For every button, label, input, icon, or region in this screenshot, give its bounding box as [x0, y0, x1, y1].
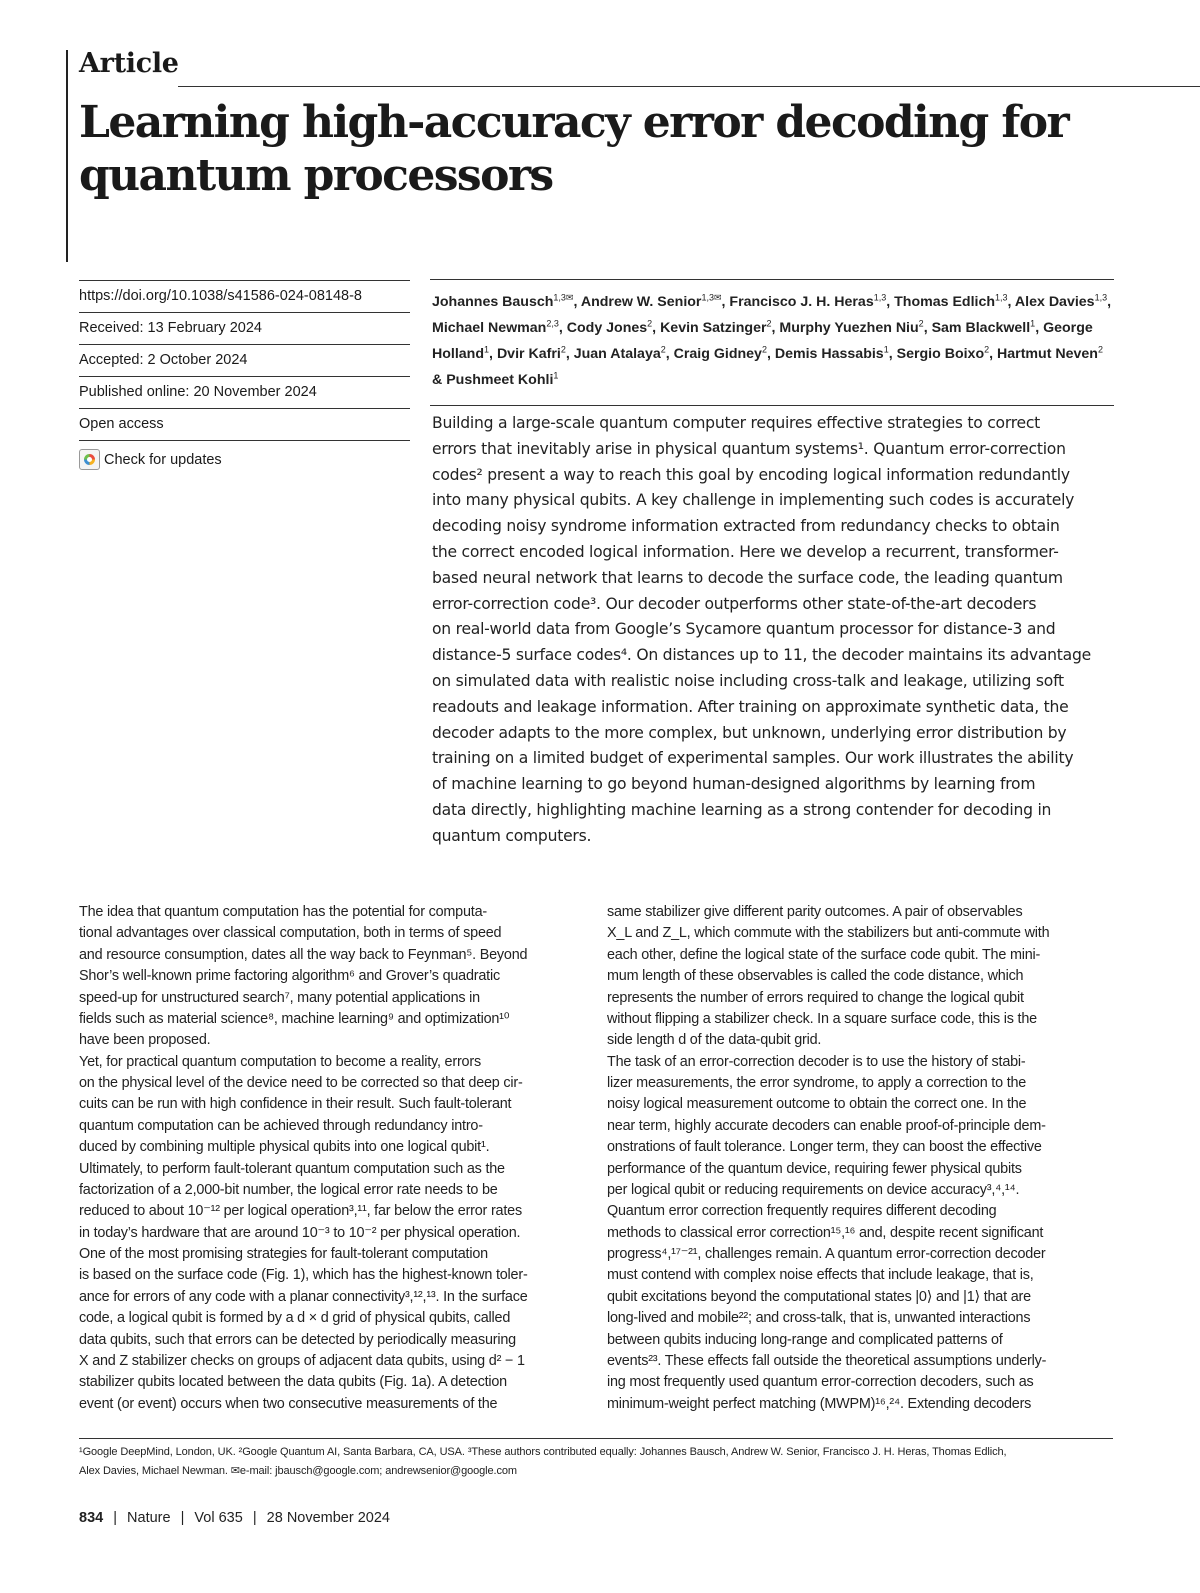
title-line: Learning high-accuracy error decoding for: [79, 97, 1069, 148]
abstract-line: decoding noisy syndrome information extracted from redundancy checks to obtain: [432, 517, 1060, 536]
body-text-line: event (or event) occurs when two consecutive measurements of the: [79, 1395, 498, 1412]
author-name: Johannes Bausch: [432, 293, 554, 310]
footer-separator: |: [252, 1510, 257, 1526]
abstract-line: the correct encoded logical information. Here we develop a recurrent, transformer-: [432, 542, 1059, 561]
author-separator: ,: [766, 345, 775, 362]
body-text-line: on the physical level of the device need to be corrected so that deep cir-: [79, 1075, 523, 1091]
doi-link[interactable]: https://doi.org/10.1038/s41586-024-08148-8: [79, 280, 410, 312]
body-text-line: ing most frequently used quantum error-correction decoders, such as: [607, 1374, 1034, 1391]
author-affiliation: 2: [984, 344, 990, 355]
body-text-line: speed-up for unstructured search⁷, many potential applications in: [79, 989, 480, 1006]
author-separator: ,: [573, 293, 581, 310]
author-affiliation: 2: [766, 318, 772, 329]
abstract-line: training on a limited budget of experimental samples. Our work illustrates the ability: [432, 749, 1074, 768]
author-affiliation: 2: [761, 344, 767, 355]
author-affiliation: 1,3: [995, 292, 1008, 302]
body-text-line: stabilizer qubits located between the data qubits (Fig. 1a). A detection: [79, 1374, 507, 1391]
body-text-line: long-lived and mobile²²; and cross-talk, that is, unwanted interactions: [607, 1310, 1031, 1327]
page-footer: [79, 1510, 390, 1526]
body-text-line: represents the number of errors required to change the logical qubit: [607, 989, 1024, 1006]
body-column-right: [607, 902, 1115, 1415]
body-text-line: duced by combining multiple physical qubits into one logical qubit¹.: [79, 1139, 490, 1156]
body-text-line: Yet, for practical quantum computation to become a reality, errors: [79, 1053, 481, 1070]
issue-date: 28 November 2024: [266, 1510, 390, 1526]
author-affiliation: 2: [918, 318, 924, 329]
author-separator: ,: [665, 345, 674, 362]
author-separator: ,: [558, 319, 567, 336]
received-date: Received: 13 February 2024: [79, 312, 410, 344]
body-text-line: per logical qubit or reducing requirements on device accuracy³,⁴,¹⁴.: [607, 1181, 1020, 1198]
author-separator: ,: [771, 319, 780, 336]
body-text-line: minimum-weight perfect matching (MWPM)¹⁶,²⁴. Extending decoders: [607, 1395, 1032, 1412]
body-text-line: Ultimately, to perform fault-tolerant quantum computation such as the: [79, 1160, 505, 1177]
abstract-line: decoder adapts to the more complex, but unknown, underlying error distribution by: [432, 723, 1067, 742]
body-text-line: lizer measurements, the error syndrome, to apply a correction to the: [607, 1075, 1027, 1091]
article-title: [79, 96, 1159, 202]
body-text-line: noisy logical measurement outcome to obtain the correct one. In the: [607, 1096, 1027, 1113]
author[interactable]: [897, 346, 997, 362]
affiliations-footnote: [79, 1443, 1119, 1481]
abstract-line: readouts and leakage information. After training on approximate synthetic data, the: [432, 697, 1069, 716]
abstract-rule: [430, 405, 1114, 406]
published-date: Published online: 20 November 2024: [79, 376, 410, 408]
author-name: Kevin Satzinger: [660, 319, 767, 336]
body-text-line: X and Z stabilizer checks on groups of adjacent data qubits, using d² − 1: [79, 1352, 525, 1369]
body-text-line: The task of an error-correction decoder is to use the history of stabi-: [607, 1053, 1026, 1070]
author-name: Francisco J. H. Heras: [729, 293, 874, 310]
accepted-date: Accepted: 2 October 2024: [79, 344, 410, 376]
author-affiliation: 2: [647, 318, 653, 329]
author-affiliation: 2: [660, 344, 666, 355]
author-affiliation: 1: [484, 344, 490, 355]
abstract-line: quantum computers.: [432, 826, 592, 845]
footer-separator: |: [180, 1510, 185, 1526]
body-text-line: performance of the quantum device, requiring fewer physical qubits: [607, 1160, 1022, 1177]
body-text-line: in today’s hardware that are around 10⁻³ to 10⁻² per physical operation.: [79, 1224, 521, 1241]
left-margin-rule: [66, 50, 68, 262]
author-separator: ,: [652, 319, 661, 336]
author[interactable]: [660, 320, 779, 336]
page-number: 834: [79, 1510, 104, 1526]
body-text-line: qubit excitations beyond the computational states |0⟩ and |1⟩ that are: [607, 1288, 1031, 1305]
body-text-line: methods to classical error correction¹⁵,¹⁶ and, despite recent significant: [607, 1224, 1044, 1241]
abstract-line: on real-world data from Google’s Sycamore quantum processor for distance-3 and: [432, 620, 1056, 639]
author-name: Cody Jones: [566, 319, 648, 336]
body-text-line: fields such as material science⁸, machine learning⁹ and optimization¹⁰: [79, 1010, 510, 1027]
author-name: Craig Gidney: [673, 345, 762, 362]
body-text-line: One of the most promising strategies for fault-tolerant computation: [79, 1246, 488, 1262]
author[interactable]: [779, 320, 931, 336]
body-text-line: mum length of these observables is called the code distance, which: [607, 968, 1024, 985]
body-text-line: progress⁴,¹⁷⁻²¹, challenges remain. A quantum error-correction decoder: [607, 1246, 1046, 1262]
author-affiliation: 1: [1030, 318, 1036, 329]
body-text-line: between qubits inducing long-range and complicated patterns of: [607, 1331, 1003, 1348]
author-separator: ,: [1007, 293, 1015, 310]
body-text-line: must contend with complex noise effects that include leakage, that is,: [607, 1267, 1034, 1284]
author[interactable]: [446, 372, 558, 388]
abstract-line: codes² present a way to reach this goal by encoding logical information redundantly: [432, 465, 1070, 484]
body-text-line: and resource consumption, dates all the way back to Feynman⁵. Beyond: [79, 946, 528, 963]
author[interactable]: [432, 320, 567, 336]
abstract-line: on simulated data with realistic noise including cross-talk and leakage, utilizing soft: [432, 671, 1064, 690]
body-text-line: onstrations of fault tolerance. Longer term, they can boost the effective: [607, 1139, 1042, 1156]
header-rule: [178, 86, 1200, 87]
authors-rule: [430, 279, 1114, 280]
author-name: Andrew W. Senior: [580, 293, 702, 310]
author[interactable]: [775, 346, 897, 362]
author-separator: ,: [489, 345, 497, 362]
crossmark-icon: [79, 449, 100, 470]
abstract-line: of machine learning to go beyond human-designed algorithms by learning from: [432, 775, 1036, 794]
author[interactable]: [497, 346, 574, 362]
author-separator: ,: [886, 293, 895, 310]
author-name: Sam Blackwell: [931, 319, 1031, 336]
author[interactable]: [729, 294, 894, 310]
author-name: Juan Atalaya: [573, 345, 661, 362]
author-name: Murphy Yuezhen Niu: [779, 319, 919, 336]
abstract-line: distance-5 surface codes⁴. On distances up to 11, the decoder maintains its advantage: [432, 646, 1091, 665]
footnote-line: Alex Davies, Michael Newman. ✉e-mail: jbausch@google.com; andrewsenior@google.com: [79, 1465, 517, 1477]
abstract-line: based neural network that learns to decode the surface code, the leading quantum: [432, 568, 1063, 587]
body-text-line: each other, define the logical state of the surface code qubit. The mini-: [607, 946, 1041, 963]
author-affiliation: 1,3✉: [701, 292, 722, 302]
body-text-line: Quantum error correction frequently requires different decoding: [607, 1203, 997, 1220]
author-name: Hartmut Neven: [997, 345, 1098, 362]
body-text-line: quantum computation can be achieved through redundancy intro-: [79, 1117, 483, 1134]
body-text-line: cuits can be run with high confidence in their result. Such fault-tolerant: [79, 1096, 512, 1113]
volume: Vol 635: [194, 1510, 243, 1526]
author-separator: &: [432, 371, 447, 388]
journal-name: Nature: [127, 1510, 171, 1526]
body-text-line: The idea that quantum computation has the potential for computa-: [79, 904, 487, 920]
title-line: quantum processors: [79, 150, 553, 201]
body-text-line: is based on the surface code (Fig. 1), which has the highest-known toler-: [79, 1267, 528, 1284]
body-text-line: code, a logical qubit is formed by a d × d grid of physical qubits, called: [79, 1310, 511, 1327]
abstract-line: Building a large-scale quantum computer requires effective strategies to correct: [432, 414, 1041, 432]
body-text-line: Shor’s well-known prime factoring algorithm⁶ and Grover’s quadratic: [79, 968, 500, 985]
body-text-line: same stabilizer give different parity outcomes. A pair of observables: [607, 904, 1023, 920]
body-text-line: tional advantages over classical computation, both in terms of speed: [79, 925, 502, 942]
author-affiliation: 1: [553, 370, 559, 381]
body-text-line: have been proposed.: [79, 1032, 211, 1049]
body-text-line: data qubits, such that errors can be detected by periodically measuring: [79, 1331, 516, 1348]
footnote-rule: [79, 1438, 1113, 1439]
author-separator: ,: [1035, 319, 1044, 336]
author-name: Michael Newman: [432, 319, 547, 336]
body-text-line: side length d of the data-qubit grid.: [607, 1032, 822, 1049]
author-separator: ,: [1107, 293, 1112, 310]
abstract-line: into many physical qubits. A key challenge in implementing such codes is accurately: [432, 491, 1075, 510]
author[interactable]: [567, 320, 660, 336]
abstract-line: errors that inevitably arise in physical quantum systems¹. Quantum error-correction: [432, 439, 1066, 458]
author[interactable]: [932, 320, 1044, 336]
author-affiliation: 2: [560, 344, 566, 355]
abstract-line: data directly, highlighting machine learning as a strong contender for decoding in: [432, 800, 1052, 819]
body-text-line: ance for errors of any code with a planar connectivity³,¹²,¹³. In the surface: [79, 1288, 528, 1305]
author-name: George Holland: [432, 319, 1093, 362]
author-separator: ,: [888, 345, 897, 362]
article-type-label: Article: [79, 48, 179, 79]
abstract: [432, 411, 1112, 850]
author-separator: ,: [989, 345, 998, 362]
abstract-line: error-correction code³. Our decoder outperforms other state-of-the-art decoders: [432, 594, 1037, 613]
check-for-updates-button[interactable]: [79, 440, 410, 470]
author-list: [432, 287, 1112, 391]
author-affiliation: 1,3: [873, 292, 887, 302]
body-text-line: events²³. These effects fall outside the theoretical assumptions underly-: [607, 1352, 1047, 1369]
author-separator: ,: [721, 293, 730, 310]
author[interactable]: [674, 346, 775, 362]
author-name: Sergio Boixo: [896, 345, 985, 362]
open-access-label: Open access: [79, 408, 410, 440]
author[interactable]: [574, 346, 674, 362]
body-column-left: [79, 902, 587, 1415]
body-text-line: factorization of a 2,000-bit number, the logical error rate needs to be: [79, 1181, 498, 1198]
author[interactable]: [432, 294, 581, 310]
author-affiliation: 1,3: [1094, 292, 1108, 302]
author-affiliation: 2: [1097, 344, 1103, 355]
check-for-updates-label: Check for updates: [104, 451, 222, 468]
author[interactable]: [581, 294, 730, 310]
author-name: Pushmeet Kohli: [446, 371, 554, 388]
author-name: Demis Hassabis: [774, 345, 884, 362]
footnote-line: ¹Google DeepMind, London, UK. ²Google Quantum AI, Santa Barbara, CA, USA. ³These authors contributed equally: Johannes Bausch, Andrew W. Senior, Francisco J. H. Heras, Thomas Edlich,: [79, 1446, 1007, 1458]
author-affiliation: 1,3✉: [553, 292, 574, 302]
author-name: Thomas Edlich: [894, 293, 996, 310]
author-separator: ,: [565, 345, 574, 362]
body-text-line: without flipping a stabilizer check. In a square surface code, this is the: [607, 1010, 1037, 1027]
author-name: Dvir Kafri: [496, 345, 561, 362]
author-separator: ,: [923, 319, 932, 336]
body-text-line: near term, highly accurate decoders can enable proof-of-principle dem-: [607, 1117, 1046, 1134]
body-text-line: reduced to about 10⁻¹² per logical operation³,¹¹, far below the error rates: [79, 1203, 522, 1220]
author-name: Alex Davies: [1014, 293, 1095, 310]
author-affiliation: 2,3: [546, 318, 559, 329]
author[interactable]: [1015, 294, 1111, 310]
body-text-line: X_L and Z_L, which commute with the stabilizers but anti-commute with: [607, 925, 1050, 942]
footer-separator: |: [113, 1510, 118, 1526]
author[interactable]: [894, 294, 1015, 310]
author-affiliation: 1: [883, 344, 889, 355]
article-metadata: [79, 280, 410, 470]
